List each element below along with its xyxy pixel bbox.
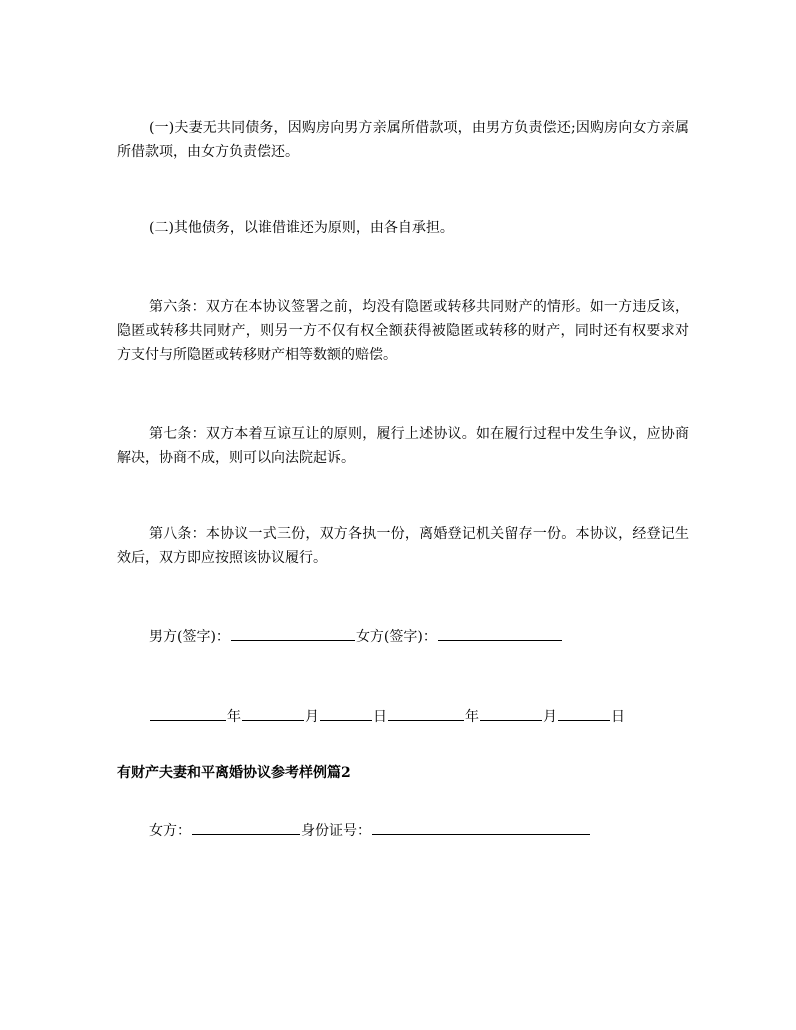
date-year-blank-2[interactable] [388, 705, 464, 721]
signature-row [149, 625, 563, 649]
date-day-label-1: 日 [373, 709, 387, 725]
female-signature-blank[interactable] [438, 625, 562, 641]
id-number-blank[interactable] [372, 819, 590, 835]
paragraph-article-7: 第七条：双方本着互谅互让的原则，履行上述协议。如在履行过程中发生争议，应协商解决，协商不成，则可以向法院起诉。 [117, 426, 689, 466]
section-title: 有财产夫妻和平离婚协议参考样例篇2 [117, 765, 351, 781]
date-year-label-2: 年 [465, 709, 479, 725]
paragraph-debt-1: (一)夫妻无共同债务，因购房向男方亲属所借款项，由男方负责偿还;因购房向女方亲属所借款项，由女方负责偿还。 [117, 120, 689, 160]
date-day-blank-1[interactable] [320, 705, 372, 721]
paragraph-debt-2: (二)其他债务，以谁借谁还为原则，由各自承担。 [149, 220, 454, 236]
date-day-blank-2[interactable] [558, 705, 610, 721]
paragraph-article-8: 第八条：本协议一式三份，双方各执一份，离婚登记机关留存一份。本协议，经登记生效后，双方即应按照该协议履行。 [117, 526, 689, 566]
date-day-label-2: 日 [611, 709, 625, 725]
date-month-blank-2[interactable] [480, 705, 542, 721]
date-month-label-1: 月 [305, 709, 319, 725]
date-month-blank-1[interactable] [242, 705, 304, 721]
date-month-label-2: 月 [543, 709, 557, 725]
paragraph-article-6: 第六条：双方在本协议签署之前，均没有隐匿或转移共同财产的情形。如一方违反该，隐匿或转移共同财产，则另一方不仅有权全额获得被隐匿或转移的财产，同时还有权要求对方支付与所隐匿或转移财产相等数额的赔偿。 [117, 299, 689, 363]
female-signature-label: 女方(签字)： [355, 629, 437, 645]
male-signature-label: 男方(签字)： [149, 629, 230, 645]
female-name-blank[interactable] [192, 819, 300, 835]
male-signature-blank[interactable] [231, 625, 355, 641]
date-year-label-1: 年 [227, 709, 241, 725]
female-info-row [149, 819, 591, 843]
id-number-label: 身份证号： [301, 823, 371, 839]
female-label: 女方： [149, 823, 191, 839]
date-year-blank-1[interactable] [150, 705, 226, 721]
date-row [149, 705, 625, 729]
